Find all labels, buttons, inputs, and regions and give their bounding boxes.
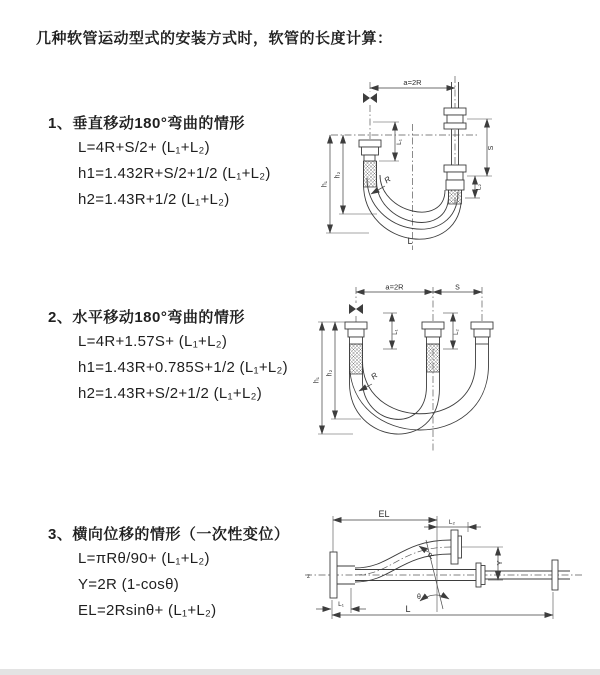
section-3-formula-l: L=πRθ/90+ (L₁+L₂) [78, 550, 210, 567]
dim-label-s: S [488, 145, 495, 151]
hose-u-arcs [350, 344, 489, 434]
page-title: 几种软管运动型式的安装方式时，软管的长度计算： [36, 30, 393, 47]
angle-construction [420, 540, 449, 609]
hose-s-curve [355, 540, 451, 582]
braided-hose-right [449, 190, 462, 204]
section-3-formula-el: EL=2Rsinθ+ (L₁+L₂) [78, 602, 217, 619]
dim-label-h1: h₁ [321, 180, 329, 188]
braided-hose-middle [427, 344, 440, 372]
dimension-lines [326, 88, 492, 233]
angle-label: θ [417, 594, 421, 601]
section-3-heading: 3、横向位移的情形（一次性变位） [48, 526, 290, 543]
section-3-formula-y: Y=2R (1-cosθ) [78, 576, 180, 593]
dim-label-h1: h₁ [313, 376, 321, 384]
section-1-formula-l: L=4R+S/2+ (L₁+L₂) [78, 139, 210, 156]
hose-fittings [345, 322, 493, 344]
dim-label-l1: L₁ [338, 601, 344, 608]
diagram-vertical-180-bend [315, 72, 585, 257]
radius-label: R [369, 370, 380, 382]
dim-label-l2: L₂ [475, 183, 483, 191]
radius-label: R [425, 551, 437, 561]
valve-icon [363, 93, 377, 103]
axis-label: z [307, 574, 310, 580]
braided-hose-left [364, 161, 377, 187]
section-1-heading: 1、垂直移动180°弯曲的情形 [48, 115, 245, 132]
section-2-formula-h2: h2=1.43R+S/2+1/2 (L₁+L₂) [78, 385, 263, 402]
dimension-lines [316, 516, 553, 619]
dim-label-l1: L₁ [396, 139, 403, 145]
length-label: L [407, 236, 413, 246]
dim-label-l: L [405, 604, 411, 614]
dim-label-h2: h₂ [326, 369, 334, 377]
section-2-heading: 2、水平移动180°弯曲的情形 [48, 309, 245, 326]
centerlines [331, 76, 477, 250]
dim-label-l2: L₂ [448, 519, 456, 526]
radius-label: R [382, 174, 393, 186]
page-bottom-edge [0, 669, 600, 675]
dim-label-a2r: a=2R [403, 78, 422, 87]
section-2-formula-h1: h1=1.43R+0.785S+1/2 (L₁+L₂) [78, 359, 288, 376]
dim-label-s: S [455, 284, 460, 292]
dim-label-a2r: a=2R [385, 282, 404, 292]
valve-icon [349, 304, 363, 314]
section-1-formula-h1: h1=1.432R+S/2+1/2 (L₁+L₂) [78, 165, 271, 182]
diagram-lateral-displacement [300, 500, 595, 655]
dim-label-el: EL [378, 509, 390, 519]
section-1-formula-h2: h2=1.43R+1/2 (L₁+L₂) [78, 191, 230, 208]
section-2-formula-l: L=4R+1.57S+ (L₁+L₂) [78, 333, 228, 350]
braided-hose-left [350, 344, 363, 374]
dim-label-h2: h₂ [334, 171, 342, 179]
diagram-horizontal-180-bend [315, 283, 595, 463]
dim-label-l1: L₁ [393, 329, 399, 335]
dimension-lines [318, 292, 482, 434]
dim-label-l2: L₂ [454, 329, 460, 335]
dim-label-y: Y [495, 560, 504, 566]
